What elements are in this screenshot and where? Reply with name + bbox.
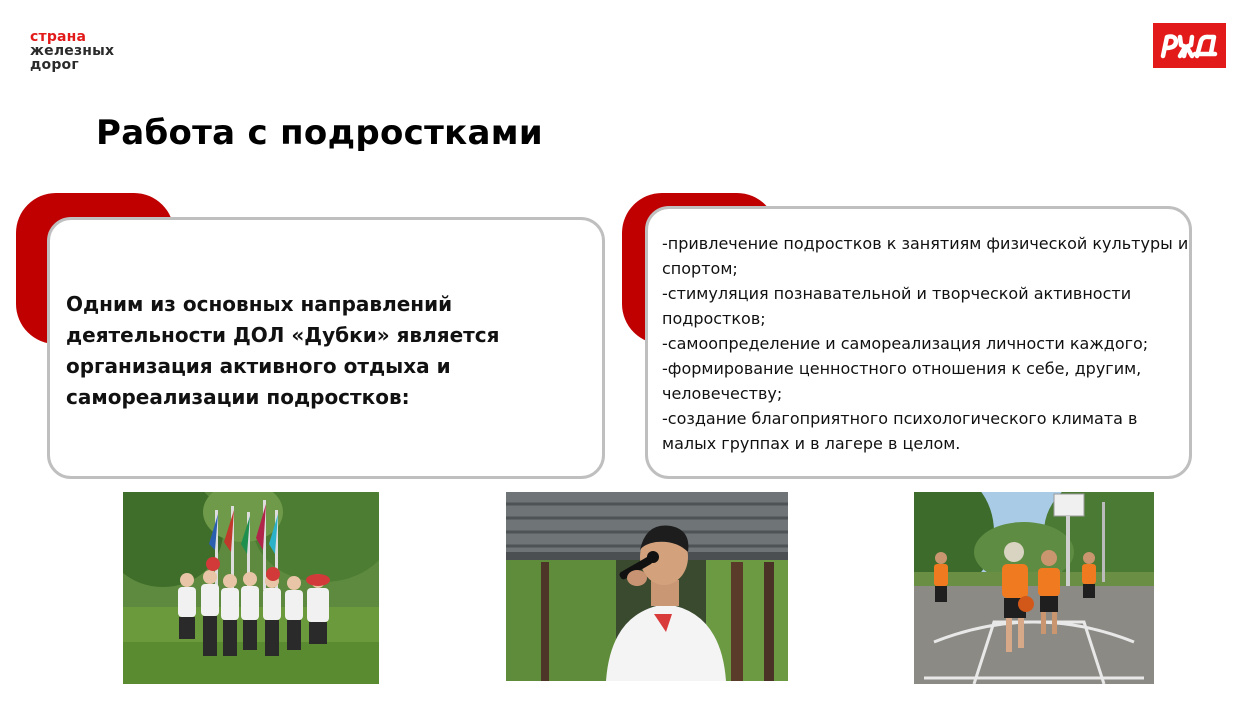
brand-line-3: дорог xyxy=(30,57,79,73)
goal-item: -привлечение подростков к занятиям физической культуры и спортом; xyxy=(662,234,1189,278)
brand-line-2: железных xyxy=(30,43,115,59)
page-title: Работа с подростками xyxy=(96,113,543,153)
goal-item: -самоопределение и самореализация личности каждого; xyxy=(662,334,1149,353)
brand-line-1: страна xyxy=(30,29,87,45)
brand-wordmark xyxy=(30,30,114,72)
photo-basketball xyxy=(914,492,1154,684)
goals-card xyxy=(645,206,1192,479)
goals-list xyxy=(662,231,1192,456)
photo-group-with-flags xyxy=(123,492,379,684)
intro-card xyxy=(47,217,605,479)
goal-item: -формирование ценностного отношения к себе, другим, человечеству; xyxy=(662,359,1142,403)
rzd-logo xyxy=(1153,23,1226,68)
goal-item: -стимуляция познавательной и творческой активности подростков; xyxy=(662,284,1132,328)
goal-item: -создание благоприятного психологического климата в малых группах и в лагере в целом. xyxy=(662,409,1138,453)
intro-text: Одним из основных направлений деятельности ДОЛ «Дубки» является организация активного отдыха и самореализации подростков: xyxy=(66,292,500,409)
photo-boy-singing xyxy=(506,492,788,681)
rzd-logo-icon xyxy=(1153,23,1226,68)
